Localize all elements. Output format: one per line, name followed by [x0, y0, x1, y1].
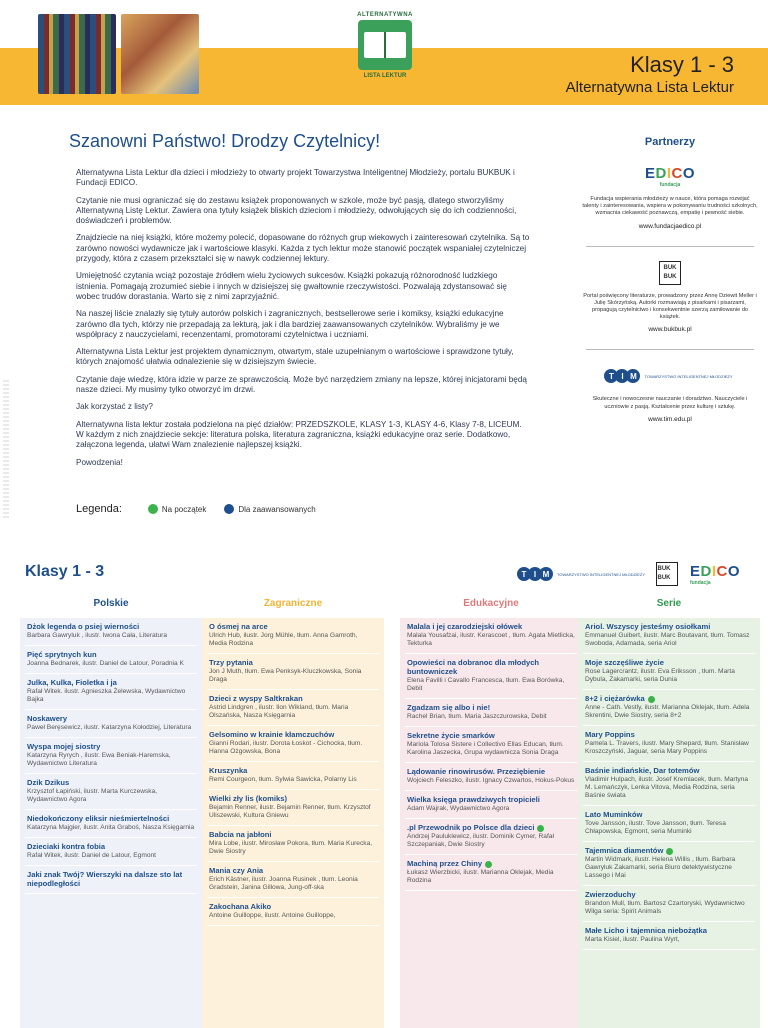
book-title: [585, 694, 753, 703]
partner-link[interactable]: www.fundacjaedico.pl: [638, 222, 702, 230]
book-description: Katarzyna Ryrych , ilustr. Ewa Beniak-Haremska, Wydawnictwo Literatura: [27, 752, 171, 767]
book-description: Pamela L. Travers, ilustr. Mary Shepard, tłum. Stanisław Kroszczyński, Jaguar, seria Mary Poppins: [585, 740, 749, 755]
book-title-text: Opowieści na dobranoc dla młodych buntowniczek: [407, 658, 540, 676]
book-description: Tove Jansson, ilustr. Tove Jansson, tłum. Teresa Chłapowska, Egmont, seria Muminki: [585, 820, 726, 835]
book-title-text: Niedokończony eliksir nieśmiertelności: [27, 814, 170, 823]
book-description: Andrzej Pauluklewicz, ilustr. Dominik Cymer, Rafał Szczepaniak, Dwie Siostry: [407, 833, 554, 848]
book-title: [585, 730, 753, 739]
book-title: [209, 658, 377, 667]
book-entry: [405, 763, 577, 791]
book-description: Jon J Muth, tłum. Ewa Penksyk-Kluczkowska, Sonia Draga: [209, 668, 362, 683]
legend-label: Legenda:: [76, 503, 122, 515]
book-entry: [25, 738, 197, 774]
bukbuk-logo-small: BUK BUK: [656, 562, 678, 586]
bukbuk-logo: BUK BUK: [576, 259, 764, 287]
tim-logo-small: T I M TOWARZYSTWO INTELIGENTNEJ MŁODZIEŻY: [520, 567, 645, 581]
book-title: [27, 814, 195, 823]
book-description: Joanna Bednarek, ilustr. Daniel de Latour, Poradnia K: [27, 660, 184, 667]
partners-panel: [576, 136, 764, 439]
tim-sub: TOWARZYSTWO INTELIGENTNEJ MŁODZIEŻY: [557, 571, 646, 577]
book-title: [209, 902, 377, 911]
book-title: [407, 859, 575, 868]
book-description: Malala Yousafzai, ilustr. Kerascoet , tłum. Agata Mietlicka, Tekturka: [407, 632, 575, 647]
book-title: [27, 678, 195, 687]
book-entry: [207, 618, 379, 654]
book-title-text: Moje szczęśliwe życie: [585, 658, 664, 667]
book-description: Katarzyna Majgier, ilustr. Anita Graboś, Nasza Księgarnia: [27, 824, 195, 831]
partner-edico: [576, 162, 764, 230]
book-title: [407, 767, 575, 776]
book-description: Łukasz Wierzbicki, ilustr. Marianna Oklejak, Media Rodzina: [407, 869, 554, 884]
intro-paragraph: Alternatywna Lista Lektur dla dzieci i młodzieży to otwarty projekt Towarzystwa Inteligentnej Młodzieży, portalu BUKBUK i Fundacji EDICO.: [76, 168, 515, 188]
book-description: Emmanuel Guibert, ilustr. Marc Boutavant, tłum. Tomasz Swoboda, Adamada, seria Ariol: [585, 632, 750, 647]
column-header: Serie: [656, 598, 682, 609]
book-description: Astrid Lindgren , ilustr. Ilon Wikland, tłum. Maria Olszańska, Nasza Księgarnia: [209, 704, 349, 719]
book-entry: [25, 810, 197, 838]
tim-sub: TOWARZYSTWO INTELIGENTNEJ MŁODZIEŻY: [644, 373, 733, 379]
book-title-text: Lato Muminków: [585, 810, 643, 819]
book-title: [27, 778, 195, 787]
beginner-dot-icon: [537, 825, 544, 832]
book-title-text: Machiną przez Chiny: [407, 859, 483, 868]
open-book-icon: [358, 20, 412, 70]
book-entry: [405, 618, 577, 654]
book-title: [407, 703, 575, 712]
book-title-text: Lądowanie rinowirusów. Przeziębienie: [407, 767, 546, 776]
partner-description: Portal poświęcony literaturze, prowadzony przez Annę Dziewit Meller i Julię Skórzyńską. Autorki rozmawiają z pisarkami i pisarzami, propagują czytelnictwo i konsekwentnie szerzą zamiłowanie do książek.: [583, 292, 757, 321]
edico-sub: fundacja: [659, 181, 681, 188]
book-description: Gianni Rodari, ilustr. Dorota Łoskot - Cichocka, tłum. Hanna Ożgowska, Bona: [209, 740, 363, 755]
book-title: [209, 794, 377, 803]
book-title-text: Jaki znak Twój? Wierszyki na dalsze sto lat niepodległości: [27, 870, 183, 888]
partner-link[interactable]: www.bukbuk.pl: [648, 326, 692, 334]
book-entry: [583, 842, 755, 886]
book-description: Mira Lobe, ilustr. Mirosław Pokora, tłum. Maria Kurecka, Dwie Siostry: [209, 840, 373, 855]
column-polskie: [20, 598, 202, 1028]
legend: [76, 503, 334, 515]
book-title: [407, 658, 575, 676]
book-title-text: O ósmej na arce: [209, 622, 268, 631]
book-title: [585, 846, 753, 855]
book-title-text: Dzieci z wyspy Saltkrakan: [209, 694, 303, 703]
legend-item-label: Dla zaawansowanych: [238, 504, 316, 514]
book-entry: [25, 674, 197, 710]
partner-description: Fundacja wspierania młodzieży w nauce, która pomaga rozwijać talenty i zainteresowania, wspiera w pokonywaniu trudności szkolnych, wzmacnia ciekawość poznawczą, empatię i pewność siebie.: [582, 196, 758, 217]
book-entry: [405, 791, 577, 819]
intro-paragraph: Umiejętność czytania wciąż pozostaje źródłem wielu życiowych sukcesów. Książki pokazują różnorodność ludzkiego istnienia. Pomagają zrozumieć siebie i innych w dzisiejszej się gwałtownie rzeczywistości. Pozwalają zdystansować się wobec trudów dorastania. Warto się z nimi zaprzyjaźnić.: [76, 271, 507, 301]
column-header: Edukacyjne: [463, 598, 519, 609]
book-entry: [583, 762, 755, 806]
book-title-text: Małe Licho i tajemnica niebożątka: [585, 926, 707, 935]
book-entry: [405, 819, 577, 855]
book-entry: [583, 618, 755, 654]
edico-sub: fundacja: [689, 579, 711, 586]
book-title-text: Trzy pytania: [209, 658, 253, 667]
book-title-text: 8+2 i ciężarówka: [585, 694, 645, 703]
beginner-dot-icon: [485, 861, 492, 868]
book-title: [209, 694, 377, 703]
edico-logo: EDICO fundacja: [644, 164, 696, 188]
book-title-text: Zakochana Akiko: [209, 902, 272, 911]
book-description: Martin Widmark, ilustr. Helena Willis , tłum. Barbara Gawryluk Zakamarki, seria Biuro detektywistyczne Lassego i Mai: [585, 856, 736, 879]
book-title-text: Zwierzoduchy: [585, 890, 636, 899]
intro-paragraph: Alternatywna lista lektur została podzielona na pięć działów: PRZEDSZKOLE, KLASY 1-3, KLASY 4-6, Klasy 7-8, LICEUM. W każdym z nich znajdziecie sekcje: literatura polska, literatura zagraniczna, książki edukacyjne oraz serie. Dodatkowo, załączona legenda, ułatwi Wam znalezienie najlepszej książki.: [76, 419, 522, 450]
book-title: [585, 926, 753, 935]
column-edukacyjne: [400, 598, 582, 1028]
book-title: [407, 622, 575, 631]
book-title: [407, 795, 575, 804]
book-entry: [207, 726, 379, 762]
book-title: [27, 714, 195, 723]
book-description: Barbara Gawryluk , ilustr. Iwona Cała, Literatura: [27, 632, 167, 639]
book-title: [585, 766, 753, 775]
book-title: [407, 823, 575, 832]
book-description: Wojciech Feleszko, ilustr. Ignacy Czwartos, Hokus-Pokus: [407, 777, 575, 784]
intro-text: [76, 168, 530, 475]
book-title-text: Malala i jej czarodziejski ołówek: [407, 622, 523, 631]
book-entry: [583, 806, 755, 842]
book-description: Brandon Mull, tłum. Bartosz Czartoryski, Wydawnictwo Wilga seria: Spirit Animals: [585, 900, 745, 915]
book-description: Rachel Brian, tłum. Maria Jaszczurowska, Debit: [407, 713, 547, 720]
book-title: [27, 622, 195, 631]
partner-link[interactable]: www.tim.edu.pl: [648, 415, 692, 423]
book-list: [202, 618, 384, 1028]
greeting-heading: Szanowni Państwo! Drodzy Czytelnicy!: [69, 131, 381, 151]
legend-item-label: Na początek: [161, 504, 207, 514]
book-title-text: Tajemnica diamentów: [585, 846, 664, 855]
book-description: Adam Wajrak, Wydawnictwo Agora: [407, 805, 510, 812]
book-title: [27, 742, 195, 751]
partner-bukbuk: [576, 259, 764, 334]
book-entry: [207, 690, 379, 726]
book-title-text: Sekretne życie smarków: [407, 731, 495, 740]
book-title-text: Dzik Dzikus: [27, 778, 70, 787]
book-title-text: Dzieciaki kontra fobia: [27, 842, 106, 851]
book-description: Ulrich Hub, ilustr. Jorg Mühle, tłum. Anna Gamroth, Media Rodzina: [209, 632, 358, 647]
partner-description: Skuteczne i nowoczesne nauczanie i doradztwo. Nauczyciele i uczniowie z pasją. Kształcenie przez kulturę i sztukę.: [592, 396, 748, 410]
book-entry: [405, 699, 577, 727]
book-entry: [583, 654, 755, 690]
intro-paragraph: Jak korzystać z listy?: [76, 402, 153, 412]
intro-paragraph: Znajdziecie na niej książki, które możemy polecić, dopasowane do różnych grup wiekowych i zainteresowań czytelnika. Są to zarówno nowości wydawnicze jak i wartościowe klasyki. Każda z tych lektur może stanowić początek wspaniałej czytelniczej przygody, która z czasem przekształci się w nawyk codziennej lektury.: [76, 233, 530, 264]
section-title: Klasy 1 - 3: [25, 563, 105, 580]
green-dot-icon: [148, 504, 158, 514]
book-entry: [25, 710, 197, 738]
book-title-text: Gelsomino w krainie kłamczuchów: [209, 730, 335, 739]
column-serie: [578, 598, 760, 1028]
page-title: Klasy 1 - 3: [630, 52, 734, 77]
edico-logo-small: EDICO fundacja: [689, 562, 740, 586]
book-entry: [25, 618, 197, 646]
book-entry: [207, 862, 379, 898]
book-description: Elena Favilli i Cavallo Francesca, tłum. Ewa Borówka, Debit: [407, 677, 565, 692]
book-title: [209, 766, 377, 775]
book-description: Rafał Witek, ilustr. Daniel de Latour, Egmont: [27, 852, 157, 859]
book-entry: [25, 866, 197, 894]
legend-item-beginner: [148, 504, 206, 514]
book-description: Antoine Guilloppe, ilustr. Antoine Guilloppe,: [209, 912, 336, 919]
intro-paragraph: Na naszej liście znalazły się tytuły autorów polskich i zagranicznych, bestsellerowe serie i komiksy, książki edukacyjne zarówno dla tych, którzy nie przepadają za lekturą, jak i dla bardziej zaawansowanych czytelników. Wybraliśmy je we współpracy z nauczycielami, recenzentami, promotorami czytelnictwa i uczniami.: [76, 309, 504, 339]
page-subtitle: Alternatywna Lista Lektur: [565, 79, 734, 96]
book-description: Marta Kisiel, ilustr. Paulina Wyrt,: [585, 936, 680, 943]
book-description: Rose Lagercrantz, ilustr. Eva Eriksson , tłum. Marta Dybula, Zakamarki, seria Dunia: [585, 668, 735, 683]
partner-tim: [576, 362, 764, 422]
book-description: Krzysztof Łapiński, ilustr. Marta Kurczewska, Wydawnictwo Agora: [27, 788, 158, 803]
book-description: Vladimir Hulpach, ilustr. Josef Kremlacek, tłum. Martyna M. Lemańczyk, Lenka Vitova, Media Rodzina, seria Baśnie świata: [585, 776, 749, 799]
logo-top-text: ALTERNATYWNA: [357, 12, 413, 18]
book-entry: [405, 654, 577, 699]
book-title: [209, 622, 377, 631]
divider: [586, 246, 754, 247]
book-description: Bejamin Renner, ilustr. Bejamin Renner, tłum. Krzysztof Uliszewski, Kultura Gniewu: [209, 804, 371, 819]
book-title-text: Mania czy Ania: [209, 866, 264, 875]
logo-bottom-text: LISTA LEKTUR: [355, 72, 415, 80]
book-title-text: Noskawery: [27, 714, 68, 723]
book-entry: [25, 774, 197, 810]
book-title: [585, 622, 753, 631]
book-title-text: Wielka księga prawdziwych tropicieli: [407, 795, 540, 804]
book-title: [407, 731, 575, 740]
book-title: [27, 842, 195, 851]
book-list: [400, 618, 582, 1028]
book-description: Erich Kästner, ilustr. Joanna Rusinek , tłum. Leonia Gradstein, Janina Gillowa, Jung-off-ska: [209, 876, 358, 891]
book-title-text: Ariol. Wszyscy jesteśmy osiołkami: [585, 622, 711, 631]
book-title: [209, 830, 377, 839]
book-title-text: Babcia na jabłoni: [209, 830, 272, 839]
book-description: Rafał Witek. ilustr. Agnieszka Żelewska, Wydawnictwo Bajka: [27, 688, 186, 703]
book-description: Anne - Cath. Vestly, ilustr. Marianna Oklejak, tłum. Adela Skrentini, Dwie Siostry, seria 8+2: [585, 704, 750, 719]
book-description: Remi Courgeon, tłum. Sylwia Sawicka, Polarny Lis: [209, 776, 357, 783]
book-title-text: Pięć sprytnych kun: [27, 650, 97, 659]
book-description: Paweł Beręsewicz, ilustr. Katarzyna Kołodziej, Literatura: [27, 724, 192, 731]
beginner-dot-icon: [648, 696, 655, 703]
book-title-text: .pl Przewodnik po Polsce dla dzieci: [407, 823, 535, 832]
alternatywna-lista-lektur-logo: [355, 12, 415, 96]
intro-paragraph: Alternatywna Lista Lektur jest projektem dynamicznym, otwartym, stale uzupełnianym o wartościowe i sprawdzone tytuły, których znajomość ułatwia odnalezienie się w dzisiejszym świecie.: [76, 347, 514, 367]
book-title: [27, 650, 195, 659]
book-title-text: Zgadzam się albo i nie!: [407, 703, 491, 712]
books-cover-image-2: [121, 14, 199, 94]
partners-heading: Partnerzy: [644, 136, 696, 148]
book-description: Mariola Tolosa Sistere i Collectivo Ellas Educan, tłum. Karolina Jaszecka, Grupa wydawnicza Sonia Draga: [407, 741, 564, 756]
book-entry: [207, 762, 379, 790]
tim-logo: T I M TOWARZYSTWO INTELIGENTNEJ MŁODZIEŻY: [576, 362, 764, 390]
book-entry: [25, 646, 197, 674]
side-vertical-note: [3, 380, 9, 520]
legend-item-advanced: [224, 504, 315, 514]
intro-paragraph: Czytanie daje wiedzę, która idzie w parze ze sprawczością. Może być narzędziem zmiany na lepsze, której inicjatorami będą nasze dzieci. My musimy tylko otworzyć im drzwi.: [76, 374, 527, 395]
book-title-text: Dżok legenda o psiej wierności: [27, 622, 140, 631]
book-entry: [583, 922, 755, 950]
column-zagraniczne: [202, 598, 384, 1028]
book-entry: [207, 790, 379, 826]
book-title-text: Mary Poppins: [585, 730, 635, 739]
book-entry: [207, 898, 379, 926]
book-title-text: Julka, Kulka, Fioletka i ja: [27, 678, 117, 687]
book-title-text: Wyspa mojej siostry: [27, 742, 101, 751]
book-list: [578, 618, 760, 1028]
book-entry: [405, 855, 577, 891]
book-title: [209, 866, 377, 875]
column-header: Zagraniczne: [263, 598, 323, 609]
book-title-text: Baśnie indiańskie, Dar totemów: [585, 766, 700, 775]
book-title: [27, 870, 195, 888]
book-title-text: Kruszynka: [209, 766, 248, 775]
book-entry: [583, 726, 755, 762]
divider: [586, 349, 754, 350]
intro-paragraph: Powodzenia!: [76, 457, 123, 467]
book-entry: [405, 727, 577, 763]
book-entry: [583, 886, 755, 922]
beginner-dot-icon: [666, 848, 673, 855]
blue-dot-icon: [224, 504, 234, 514]
book-title: [585, 658, 753, 667]
column-header: Polskie: [93, 598, 129, 609]
intro-paragraph: Czytanie nie musi ograniczać się do zestawu książek proponowanych w szkole, może być pasją, dlatego stworzyliśmy Alternatywną Listę Lektur. Zawiera ona tytuły książek bliskich dzieciom i młodzieży, odwołujących się do ich codzienności, doświadczeń i problemów.: [76, 195, 517, 226]
book-title-text: Wielki zły lis (komiks): [209, 794, 288, 803]
book-entry: [207, 826, 379, 862]
books-cover-image-1: [38, 14, 116, 94]
book-title: [209, 730, 377, 739]
section-partner-logos: [520, 560, 740, 588]
book-list: [20, 618, 202, 1028]
book-title: [585, 890, 753, 899]
book-entry: [25, 838, 197, 866]
book-title: [585, 810, 753, 819]
book-entry: [207, 654, 379, 690]
book-entry: [583, 690, 755, 726]
